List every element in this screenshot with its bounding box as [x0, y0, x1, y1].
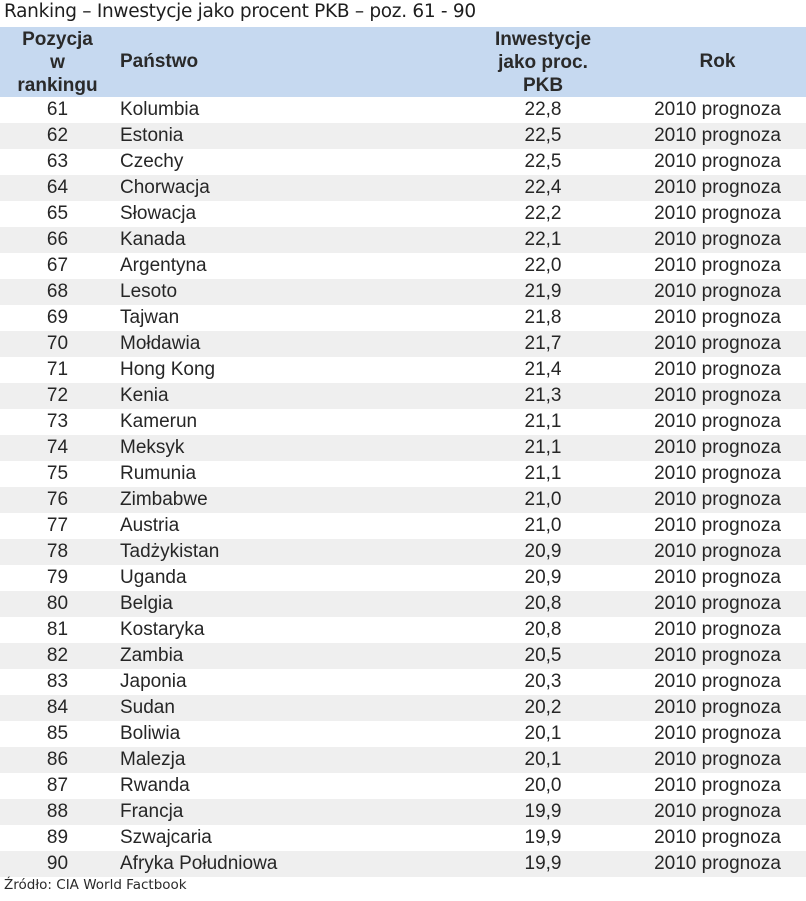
cell-country: Belgia — [120, 593, 173, 614]
table-row — [0, 279, 806, 305]
cell-year: 2010 prognoza — [654, 853, 781, 874]
table-row — [0, 851, 806, 877]
cell-investment: 22,8 — [524, 99, 562, 120]
cell-position: 87 — [46, 775, 69, 796]
table-row — [0, 435, 806, 461]
cell-year: 2010 prognoza — [654, 645, 781, 666]
cell-position: 67 — [46, 255, 69, 276]
cell-country: Estonia — [120, 125, 184, 146]
cell-country: Kostaryka — [120, 619, 205, 640]
cell-country: Boliwia — [120, 723, 181, 744]
cell-country: Austria — [120, 515, 180, 536]
cell-year: 2010 prognoza — [654, 99, 781, 120]
cell-year: 2010 prognoza — [654, 619, 781, 640]
cell-investment: 22,4 — [524, 177, 562, 198]
cell-country: Malezja — [120, 749, 186, 770]
table-row — [0, 591, 806, 617]
cell-position: 70 — [46, 333, 69, 354]
cell-year: 2010 prognoza — [654, 723, 781, 744]
cell-year: 2010 prognoza — [654, 203, 781, 224]
cell-investment: 20,3 — [524, 671, 562, 692]
cell-year: 2010 prognoza — [654, 775, 781, 796]
cell-investment: 21,9 — [524, 281, 562, 302]
cell-position: 62 — [46, 125, 69, 146]
header-country: Państwo — [120, 51, 199, 72]
cell-position: 65 — [46, 203, 69, 224]
cell-country: Kamerun — [120, 411, 198, 432]
cell-investment: 21,8 — [524, 307, 562, 328]
cell-position: 66 — [46, 229, 69, 250]
cell-year: 2010 prognoza — [654, 567, 781, 588]
cell-investment: 20,9 — [524, 567, 562, 588]
cell-position: 71 — [46, 359, 69, 380]
cell-year: 2010 prognoza — [654, 489, 781, 510]
cell-year: 2010 prognoza — [654, 177, 781, 198]
table-row — [0, 227, 806, 253]
cell-position: 77 — [46, 515, 69, 536]
cell-year: 2010 prognoza — [654, 671, 781, 692]
table-row — [0, 773, 806, 799]
cell-position: 61 — [46, 99, 69, 120]
cell-year: 2010 prognoza — [654, 593, 781, 614]
cell-position: 63 — [46, 151, 69, 172]
table-row — [0, 539, 806, 565]
cell-year: 2010 prognoza — [654, 229, 781, 250]
cell-year: 2010 prognoza — [654, 125, 781, 146]
cell-investment: 20,2 — [524, 697, 562, 718]
table-body — [0, 97, 806, 877]
table-row — [0, 175, 806, 201]
table-row — [0, 565, 806, 591]
cell-year: 2010 prognoza — [654, 541, 781, 562]
table-row — [0, 305, 806, 331]
table-row — [0, 201, 806, 227]
cell-position: 81 — [46, 619, 69, 640]
cell-investment: 21,4 — [524, 359, 562, 380]
table-row — [0, 331, 806, 357]
cell-year: 2010 prognoza — [654, 333, 781, 354]
table-row — [0, 357, 806, 383]
cell-country: Rumunia — [120, 463, 197, 484]
cell-position: 73 — [46, 411, 69, 432]
table-row — [0, 669, 806, 695]
cell-country: Kenia — [120, 385, 169, 406]
cell-investment: 21,1 — [524, 463, 562, 484]
cell-position: 84 — [46, 697, 69, 718]
cell-investment: 19,9 — [524, 801, 562, 822]
cell-country: Rwanda — [120, 775, 190, 796]
cell-investment: 20,8 — [524, 619, 562, 640]
cell-investment: 20,8 — [524, 593, 562, 614]
cell-investment: 20,1 — [524, 749, 562, 770]
page-title: Ranking – Inwestycje jako procent PKB – poz. 61 - 90 — [4, 1, 476, 22]
cell-position: 80 — [46, 593, 69, 614]
ranking-table — [0, 27, 806, 877]
table-row — [0, 487, 806, 513]
table-row — [0, 253, 806, 279]
header-year: Rok — [699, 51, 736, 72]
cell-country: Tadżykistan — [120, 541, 220, 562]
cell-country: Chorwacja — [120, 177, 210, 198]
cell-country: Afryka Południowa — [120, 853, 278, 874]
cell-position: 76 — [46, 489, 69, 510]
cell-position: 68 — [46, 281, 69, 302]
cell-country: Szwajcaria — [120, 827, 212, 848]
table-row — [0, 643, 806, 669]
table-row — [0, 383, 806, 409]
cell-position: 83 — [46, 671, 69, 692]
cell-year: 2010 prognoza — [654, 255, 781, 276]
cell-country: Hong Kong — [120, 359, 216, 380]
cell-position: 85 — [46, 723, 69, 744]
table-row — [0, 513, 806, 539]
cell-year: 2010 prognoza — [654, 463, 781, 484]
cell-country: Kanada — [120, 229, 186, 250]
cell-position: 79 — [46, 567, 69, 588]
table-header — [0, 27, 806, 97]
cell-investment: 21,3 — [524, 385, 562, 406]
cell-position: 69 — [46, 307, 69, 328]
header-position: Pozycja w rankingu — [17, 28, 98, 96]
source-note: Źródło: CIA World Factbook — [4, 877, 187, 893]
cell-country: Japonia — [120, 671, 187, 692]
cell-position: 90 — [46, 853, 69, 874]
cell-year: 2010 prognoza — [654, 749, 781, 770]
cell-country: Zimbabwe — [120, 489, 208, 510]
table-row — [0, 461, 806, 487]
cell-country: Uganda — [120, 567, 187, 588]
table-row — [0, 97, 806, 123]
cell-country: Czechy — [120, 151, 184, 172]
table-row — [0, 825, 806, 851]
cell-position: 72 — [46, 385, 69, 406]
cell-position: 88 — [46, 801, 69, 822]
cell-year: 2010 prognoza — [654, 801, 781, 822]
cell-investment: 22,0 — [524, 255, 562, 276]
cell-investment: 19,9 — [524, 827, 562, 848]
cell-year: 2010 prognoza — [654, 307, 781, 328]
cell-investment: 20,5 — [524, 645, 562, 666]
cell-investment: 20,0 — [524, 775, 562, 796]
cell-investment: 21,0 — [524, 515, 562, 536]
cell-year: 2010 prognoza — [654, 437, 781, 458]
cell-position: 89 — [46, 827, 69, 848]
cell-position: 64 — [46, 177, 69, 198]
cell-investment: 21,0 — [524, 489, 562, 510]
table-row — [0, 721, 806, 747]
cell-investment: 22,5 — [524, 151, 562, 172]
cell-position: 82 — [46, 645, 69, 666]
cell-position: 75 — [46, 463, 69, 484]
table-row — [0, 747, 806, 773]
cell-year: 2010 prognoza — [654, 281, 781, 302]
cell-investment: 21,1 — [524, 411, 562, 432]
table-row — [0, 149, 806, 175]
cell-country: Słowacja — [120, 203, 197, 224]
cell-year: 2010 prognoza — [654, 697, 781, 718]
cell-country: Kolumbia — [120, 99, 200, 120]
cell-investment: 19,9 — [524, 853, 562, 874]
cell-country: Sudan — [120, 697, 175, 718]
cell-year: 2010 prognoza — [654, 827, 781, 848]
cell-investment: 20,9 — [524, 541, 562, 562]
cell-year: 2010 prognoza — [654, 385, 781, 406]
cell-position: 86 — [46, 749, 69, 770]
cell-country: Francja — [120, 801, 184, 822]
table-row — [0, 799, 806, 825]
cell-investment: 22,1 — [524, 229, 562, 250]
header-investment: Inwestycje jako proc. PKB — [494, 28, 592, 96]
cell-country: Lesoto — [120, 281, 178, 302]
cell-country: Meksyk — [120, 437, 185, 458]
cell-investment: 21,7 — [524, 333, 562, 354]
cell-position: 78 — [46, 541, 69, 562]
cell-year: 2010 prognoza — [654, 515, 781, 536]
cell-country: Zambia — [120, 645, 184, 666]
table-row — [0, 409, 806, 435]
cell-country: Tajwan — [120, 307, 180, 328]
cell-country: Mołdawia — [120, 333, 201, 354]
cell-investment: 22,2 — [524, 203, 562, 224]
cell-position: 74 — [46, 437, 69, 458]
cell-country: Argentyna — [120, 255, 207, 276]
table-row — [0, 617, 806, 643]
cell-year: 2010 prognoza — [654, 411, 781, 432]
cell-investment: 22,5 — [524, 125, 562, 146]
table-row — [0, 123, 806, 149]
cell-investment: 21,1 — [524, 437, 562, 458]
cell-year: 2010 prognoza — [654, 151, 781, 172]
cell-year: 2010 prognoza — [654, 359, 781, 380]
table-row — [0, 695, 806, 721]
cell-investment: 20,1 — [524, 723, 562, 744]
